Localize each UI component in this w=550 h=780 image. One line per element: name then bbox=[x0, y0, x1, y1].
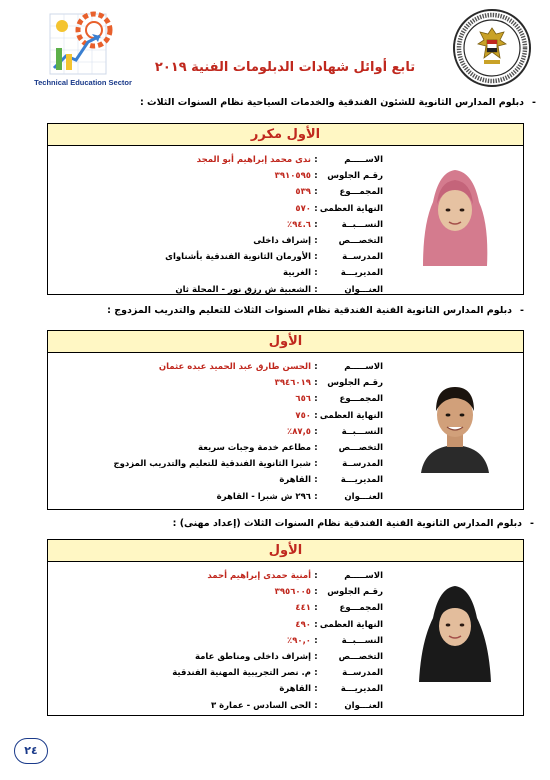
student-portrait-icon bbox=[409, 158, 501, 266]
student-photo bbox=[409, 574, 501, 682]
student-portrait-icon bbox=[409, 574, 501, 682]
field-value: القاهرة bbox=[279, 684, 311, 695]
field-row-specialization: التخصـــص : إشراف داخلى ومناطق عامة bbox=[195, 652, 383, 663]
eagle-seal-icon bbox=[452, 8, 532, 88]
field-row-directorate: المديريـــة : القاهرة bbox=[279, 684, 383, 695]
field-label: العنـــوان bbox=[344, 491, 383, 502]
field-row-seat-number: رقـم الجلوس : ٣٩٤٦٠١٩ bbox=[274, 378, 383, 389]
field-label: النهاية العظمى bbox=[319, 203, 383, 214]
field-value: القاهرة bbox=[279, 475, 311, 486]
field-row-seat-number: رقـم الجلوس : ٣٩٥٦٠٠٥ bbox=[274, 587, 383, 598]
field-row-name: الاســـــم : ندى محمد إبراهيم أبو المجد bbox=[196, 155, 383, 166]
gear-graph-icon bbox=[28, 8, 128, 80]
field-row-specialization: التخصـــص : مطاعم خدمة وجبات سريعة bbox=[198, 443, 383, 454]
field-row-name: الاســـــم : الحسن طارق عبد الحميد عبده عثمان bbox=[158, 362, 383, 373]
field-value: شبرا الثانوية الفندقية للتعليم والتدريب المزدوج bbox=[113, 459, 311, 470]
field-value: ٩٤.٦٪ bbox=[287, 219, 311, 230]
field-value: الغربية bbox=[282, 268, 311, 279]
field-value: الشعبية ش رزق نور - المحلة ثان bbox=[175, 284, 311, 295]
bullet-icon: - bbox=[530, 518, 534, 529]
field-label: المدرســة bbox=[342, 252, 383, 263]
field-value: ٩٠,٠٪ bbox=[287, 635, 311, 646]
field-label: المدرســة bbox=[342, 668, 383, 679]
field-value: ندى محمد إبراهيم أبو المجد bbox=[196, 155, 311, 166]
field-label: رقـم الجلوس bbox=[327, 378, 383, 389]
field-row-percent: النســـبــة : ٩٤.٦٪ bbox=[287, 219, 383, 230]
section-heading-text: دبلوم المدارس الثانوية الفنية الفندقية نظام السنوات الثلاث (إعداد مهنى) : bbox=[172, 518, 523, 529]
student-card-3 bbox=[47, 539, 524, 716]
field-label: النســـبــة bbox=[341, 219, 383, 230]
bullet-icon: - bbox=[532, 97, 536, 108]
field-row-directorate: المديريـــة : الغربية bbox=[282, 268, 383, 279]
student-fields bbox=[65, 359, 383, 505]
field-row-school: المدرســة : م. نصر التجريبية المهنية الفندقية bbox=[172, 668, 383, 679]
student-fields bbox=[65, 568, 383, 714]
student-fields bbox=[65, 152, 383, 298]
field-row-total: المجمـــوع : ٤٤١ bbox=[295, 603, 383, 614]
student-portrait-icon bbox=[409, 365, 501, 473]
field-label: النهاية العظمى bbox=[319, 410, 383, 421]
section-heading-2 bbox=[107, 305, 524, 316]
field-value: ٥٣٩ bbox=[295, 187, 311, 198]
field-label: رقـم الجلوس bbox=[327, 587, 383, 598]
field-value: الحى السادس - عمارة ٣ bbox=[210, 700, 311, 711]
field-row-percent: النســـبــة : ٨٧,٥٪ bbox=[287, 426, 383, 437]
field-value: الحسن طارق عبد الحميد عبده عثمان bbox=[158, 362, 311, 373]
section-heading-1 bbox=[140, 97, 536, 108]
field-value: ٨٧,٥٪ bbox=[287, 426, 311, 437]
field-label: التخصـــص bbox=[338, 443, 383, 454]
field-label: رقـم الجلوس bbox=[327, 171, 383, 182]
field-row-address: العنـــوان : ٢٩٦ ش شبرا - القاهرة bbox=[216, 491, 383, 502]
field-row-specialization: التخصـــص : إشراف داخلى bbox=[253, 236, 383, 247]
field-label: التخصـــص bbox=[338, 652, 383, 663]
ministry-seal bbox=[452, 8, 532, 88]
technical-education-logo bbox=[28, 8, 132, 90]
field-label: الاســـــم bbox=[344, 571, 383, 582]
field-row-name: الاســـــم : أمنية حمدى إبراهيم أحمد bbox=[207, 571, 383, 582]
field-value: الأورمان الثانوية الفندقية بأشناواى bbox=[165, 252, 311, 263]
field-value: ٣٩٤٦٠١٩ bbox=[274, 378, 311, 389]
field-value: ٤٩٠ bbox=[295, 619, 311, 630]
field-row-total: المجمـــوع : ٦٥٦ bbox=[295, 394, 383, 405]
card-rank-title: الأول bbox=[48, 331, 523, 353]
page-number: ٢٤ bbox=[14, 738, 48, 764]
page-title: تابع أوائل شهادات الدبلومات الفنية ٢٠١٩ bbox=[154, 60, 416, 75]
card-rank-title: الأول bbox=[48, 540, 523, 562]
field-row-school: المدرســة : شبرا الثانوية الفندقية للتعليم والتدريب المزدوج bbox=[113, 459, 383, 470]
student-photo bbox=[409, 365, 501, 473]
field-row-address: العنـــوان : الشعبية ش رزق نور - المحلة ثان bbox=[175, 284, 383, 295]
field-value: ٣٩١٠٥٩٥ bbox=[274, 171, 311, 182]
section-heading-text: دبلوم المدارس الثانوية للشئون الفندقية والخدمات السياحية نظام السنوات الثلاث : bbox=[139, 97, 525, 108]
field-value: ٢٩٦ ش شبرا - القاهرة bbox=[216, 491, 311, 502]
field-label: الاســـــم bbox=[344, 155, 383, 166]
field-label: المجمـــوع bbox=[339, 603, 383, 614]
field-row-max: النهاية العظمى : ٥٧٠ bbox=[295, 203, 383, 214]
field-label: العنـــوان bbox=[344, 284, 383, 295]
field-label: الاســـــم bbox=[344, 362, 383, 373]
field-value: م. نصر التجريبية المهنية الفندقية bbox=[172, 668, 311, 679]
section-heading-3 bbox=[173, 518, 534, 529]
field-value: مطاعم خدمة وجبات سريعة bbox=[198, 443, 311, 454]
student-photo bbox=[409, 158, 501, 266]
field-value: ٦٥٦ bbox=[295, 394, 311, 405]
field-label: المديريـــة bbox=[340, 684, 383, 695]
field-label: المدرســة bbox=[342, 459, 383, 470]
field-label: النســـبــة bbox=[341, 426, 383, 437]
field-label: المجمـــوع bbox=[339, 394, 383, 405]
field-row-school: المدرســة : الأورمان الثانوية الفندقية بأشناواى bbox=[165, 252, 383, 263]
field-row-total: المجمـــوع : ٥٣٩ bbox=[295, 187, 383, 198]
field-value: ٣٩٥٦٠٠٥ bbox=[274, 587, 311, 598]
bullet-icon: - bbox=[520, 305, 524, 316]
field-row-seat-number: رقـم الجلوس : ٣٩١٠٥٩٥ bbox=[274, 171, 383, 182]
field-row-directorate: المديريـــة : القاهرة bbox=[279, 475, 383, 486]
field-row-max: النهاية العظمى : ٤٩٠ bbox=[295, 619, 383, 630]
field-label: المجمـــوع bbox=[339, 187, 383, 198]
field-label: التخصـــص bbox=[338, 236, 383, 247]
card-rank-title: الأول مكرر bbox=[48, 124, 523, 146]
field-value: أمنية حمدى إبراهيم أحمد bbox=[207, 571, 311, 582]
field-value: ٥٧٠ bbox=[295, 203, 311, 214]
field-value: ٤٤١ bbox=[295, 603, 311, 614]
field-value: ٧٥٠ bbox=[295, 410, 311, 421]
sector-label: Technical Education Sector bbox=[34, 78, 132, 87]
field-label: النســـبــة bbox=[341, 635, 383, 646]
field-row-percent: النســـبــة : ٩٠,٠٪ bbox=[287, 635, 383, 646]
field-row-address: العنـــوان : الحى السادس - عمارة ٣ bbox=[210, 700, 383, 711]
field-row-max: النهاية العظمى : ٧٥٠ bbox=[295, 410, 383, 421]
field-label: المديريـــة bbox=[340, 475, 383, 486]
field-value: إشراف داخلى bbox=[253, 236, 311, 247]
student-card-1 bbox=[47, 123, 524, 295]
field-label: العنـــوان bbox=[344, 700, 383, 711]
student-card-2 bbox=[47, 330, 524, 510]
field-label: النهاية العظمى bbox=[319, 619, 383, 630]
section-heading-text: دبلوم المدارس الثانوية الفنية الفندقية نظام السنوات الثلاث للتعليم والتدريب المزدوج : bbox=[107, 305, 513, 316]
field-value: إشراف داخلى ومناطق عامة bbox=[195, 652, 311, 663]
page-header bbox=[0, 0, 550, 95]
field-label: المديريـــة bbox=[340, 268, 383, 279]
